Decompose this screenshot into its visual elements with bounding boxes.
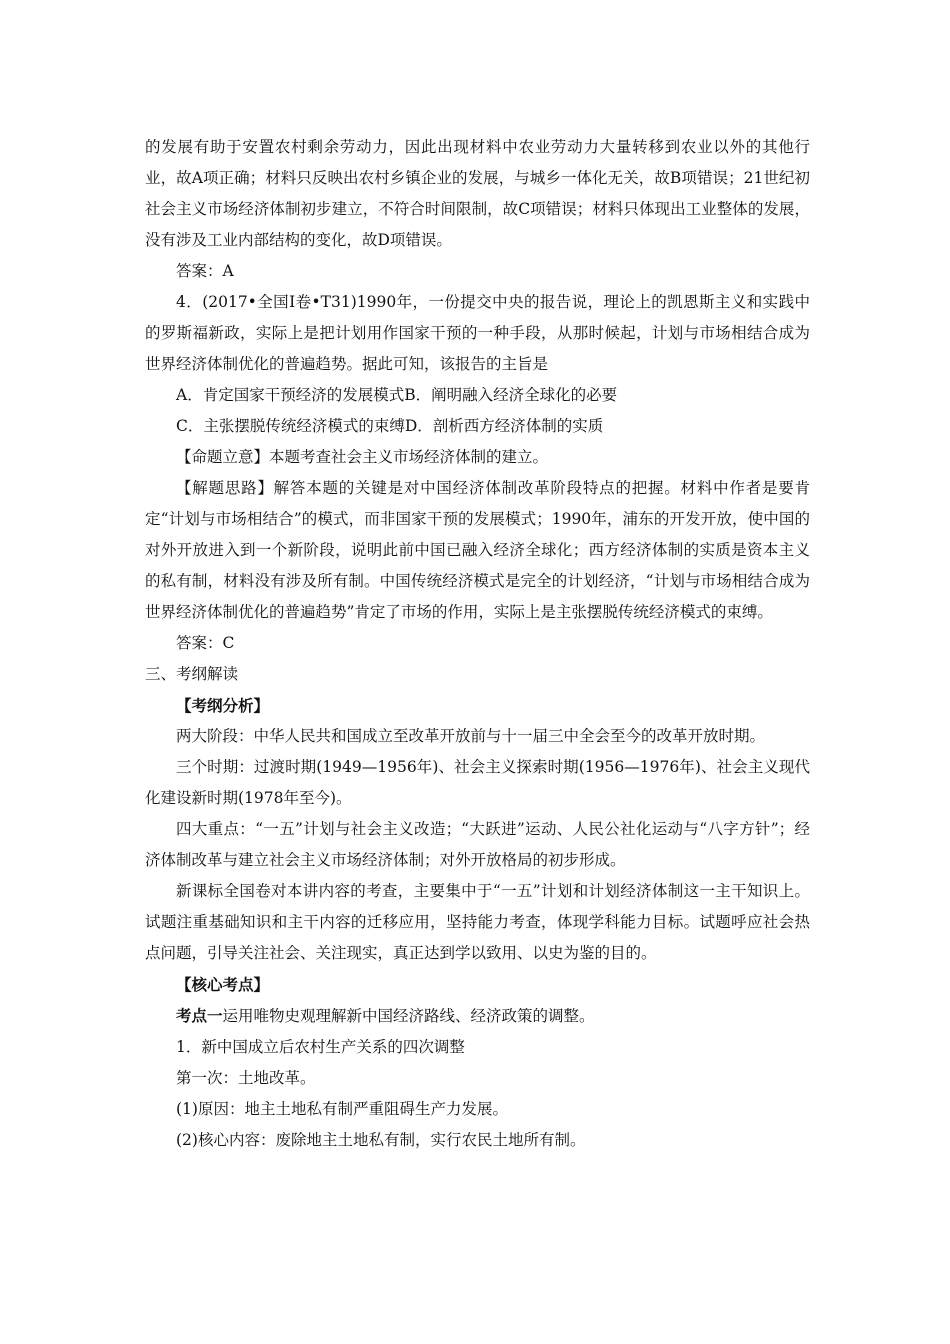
point-1-text: 运用唯物史观理解新中国经济路线、经济政策的调整。 [222, 1007, 595, 1025]
analysis-title: 【考纲分析】 [176, 696, 270, 715]
question-4-options-ab: A．肯定国家干预经济的发展模式B．阐明融入经济全球化的必要 [176, 386, 618, 404]
paragraph-q3-explanation: 的发展有助于安置农村剩余劳动力，因此出现材料中农业劳动力大量转移到农业以外的其他行业，故A项正确；材料只反映出农村乡镇企业的发展，与城乡一体化无关，故B项错误；21世纪初社会主义市场经济体制初步建立，不符合时间限制，故C项错误；材料只体现出工业整体的发展，没有涉及工业内部结构的变化，故D项错误。 [145, 138, 810, 249]
paragraph-first: 第一次：土地改革。 [176, 1069, 316, 1087]
paragraph-exam-note: 新课标全国卷对本讲内容的考查，主要集中于“一五”计划和计划经济体制这一主干知识上。试题注重基础知识和主干内容的迁移应用，坚持能力考查，体现学科能力目标。试题呼应社会热点问题，引导关注社会、关注现实，真正达到学以致用、以史为鉴的目的。 [145, 882, 810, 962]
core-title: 【核心考点】 [176, 975, 270, 994]
point-1-label: 考点一 [176, 1006, 223, 1025]
section-heading: 三、考纲解读 [145, 665, 239, 683]
point-1 [145, 1000, 810, 1032]
answer-q4: 答案：C [176, 634, 235, 652]
document-body [145, 132, 810, 1156]
item-1: 1．新中国成立后农村生产关系的四次调整 [176, 1038, 465, 1056]
question-4: 4．(2017•全国Ⅰ卷•T31)1990年，一份提交中央的报告说，理论上的凯恩斯主义和实践中的罗斯福新政，实际上是把计划用作国家干预的一种手段，从那时候起，计划与市场相结合成为世界经济体制优化的普遍趋势。据此可知，该报告的主旨是 [145, 293, 810, 373]
paragraph-stages: 两大阶段：中华人民共和国成立至改革开放前与十一届三中全会至今的改革开放时期。 [176, 727, 766, 745]
answer-q3: 答案：A [176, 262, 234, 280]
question-4-intent: 【命题立意】本题考查社会主义市场经济体制的建立。 [176, 448, 549, 466]
paragraph-periods: 三个时期：过渡时期(1949—1956年)、社会主义探索时期(1956—1976年)、社会主义现代化建设新时期(1978年至今)。 [145, 758, 810, 807]
question-4-thinking: 【解题思路】解答本题的关键是对中国经济体制改革阶段特点的把握。材料中作者是要肯定“计划与市场相结合”的模式，而非国家干预的发展模式；1990年，浦东的开发开放，使中国的对外开放进入到一个新阶段，说明此前中国已融入经济全球化；西方经济体制的实质是资本主义的私有制，材料没有涉及所有制。中国传统经济模式是完全的计划经济，“计划与市场相结合成为世界经济体制优化的普遍趋势”肯定了市场的作用，实际上是主张摆脱传统经济模式的束缚。 [145, 479, 810, 621]
paragraph-focus: 四大重点：“一五”计划与社会主义改造；“大跃进”运动、人民公社化运动与“八字方针”；经济体制改革与建立社会主义市场经济体制；对外开放格局的初步形成。 [145, 820, 810, 869]
paragraph-core-content: (2)核心内容：废除地主土地私有制，实行农民土地所有制。 [176, 1131, 586, 1149]
paragraph-reason: (1)原因：地主土地私有制严重阻碍生产力发展。 [176, 1100, 508, 1118]
question-4-options-cd: C．主张摆脱传统经济模式的束缚D．剖析西方经济体制的实质 [176, 417, 604, 435]
